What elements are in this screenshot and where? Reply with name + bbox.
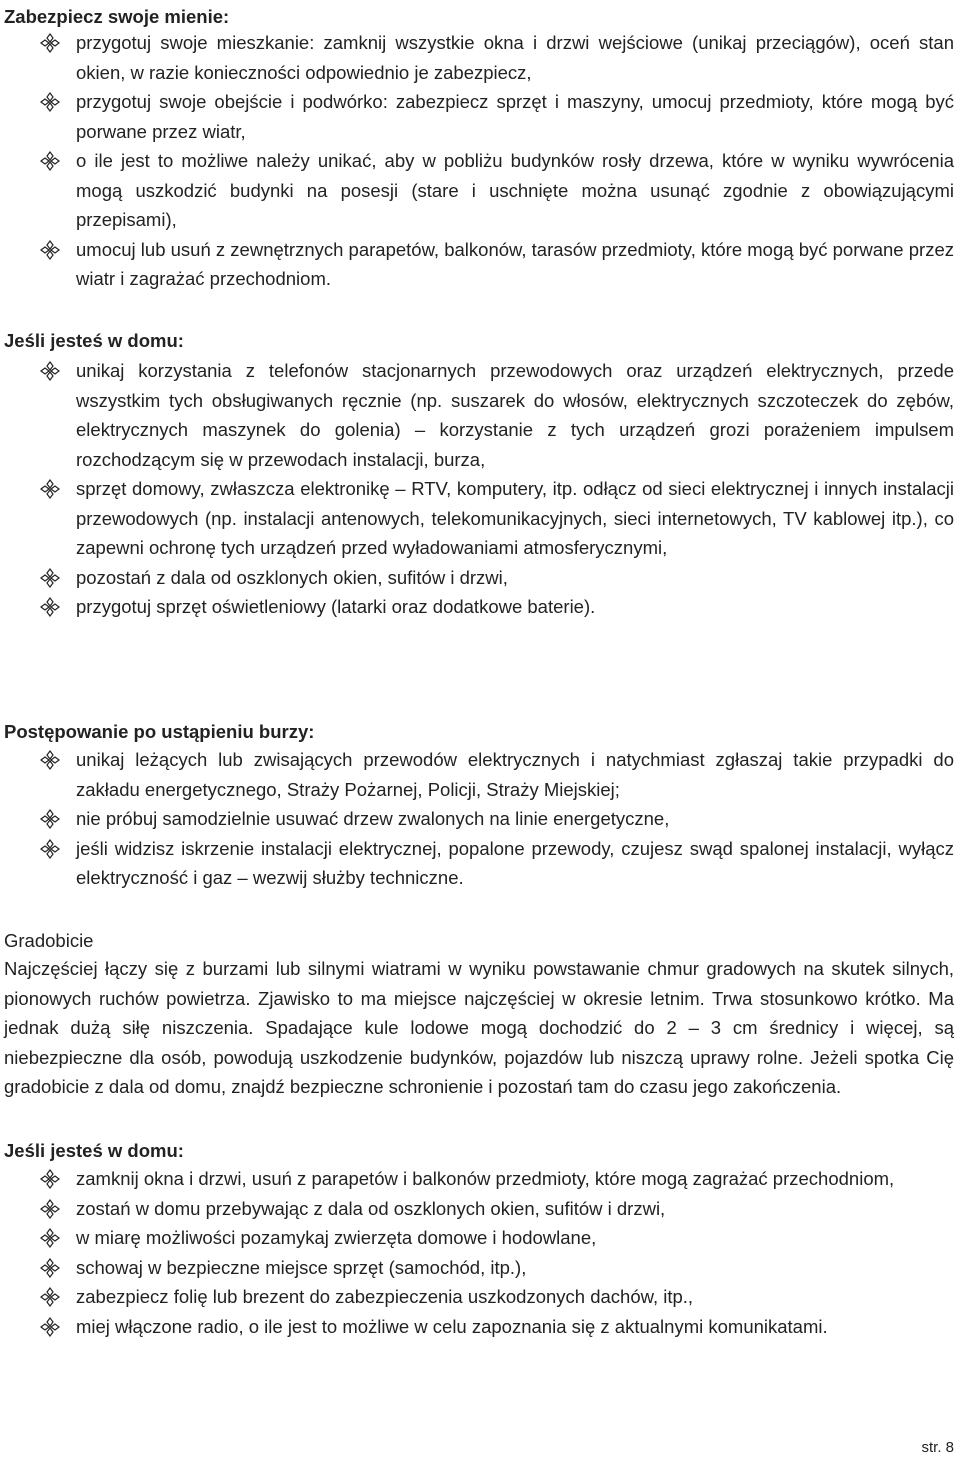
four-diamond-bullet-icon [40,567,60,587]
list-item: przygotuj swoje mieszkanie: zamknij wszystkie okna i drzwi wejściowe (unikaj przeciągów), oceń stan okien, w razie konieczności odpowiednio je zabezpiecz, [0,28,960,87]
list-item: miej włączone radio, o ile jest to możliwe w celu zapoznania się z aktualnymi komunikatami. [0,1312,960,1342]
four-diamond-bullet-icon [40,478,60,498]
four-diamond-bullet-icon [40,838,60,858]
list-at-home [0,356,960,622]
list-item: schowaj w bezpieczne miejsce sprzęt (samochód, itp.), [0,1253,960,1283]
section-heading-hail: Gradobicie [4,930,94,951]
section-heading-after-storm: Postępowanie po ustąpieniu burzy: [4,721,315,742]
list-item: sprzęt domowy, zwłaszcza elektronikę – RTV, komputery, itp. odłącz od sieci elektrycznej i innych instalacji przewodowych (np. instalacji antenowych, telekomunikacyjnych, sieci internetowych, TV kablowej itp.), co zapewni ochronę tych urządzeń przed wyładowaniami atmosferycznymi, [0,474,960,563]
list-item: przygotuj swoje obejście i podwórko: zabezpiecz sprzęt i maszyny, umocuj przedmioty, które mogą być porwane przez wiatr, [0,87,960,146]
list-item: jeśli widzisz iskrzenie instalacji elektrycznej, popalone przewody, czujesz swąd spalonej instalacji, wyłącz elektryczność i gaz – wezwij służby techniczne. [0,834,960,893]
four-diamond-bullet-icon [40,32,60,52]
list-item: zamknij okna i drzwi, usuń z parapetów i balkonów przedmioty, które mogą zagrażać przechodniom, [0,1164,960,1194]
list-item: przygotuj sprzęt oświetleniowy (latarki oraz dodatkowe baterie). [0,592,960,622]
list-after-storm [0,745,960,893]
section-heading-secure-property: Zabezpiecz swoje mienie: [4,6,230,27]
section-heading-at-home-hail: Jeśli jesteś w domu: [4,1140,184,1161]
four-diamond-bullet-icon [40,749,60,769]
list-item: zabezpiecz folię lub brezent do zabezpieczenia uszkodzonych dachów, itp., [0,1282,960,1312]
four-diamond-bullet-icon [40,1286,60,1306]
list-item: unikaj leżących lub zwisających przewodów elektrycznych i natychmiast zgłaszaj takie przypadki do zakładu energetycznego, Straży Pożarnej, Policji, Straży Miejskiej; [0,745,960,804]
four-diamond-bullet-icon [40,150,60,170]
list-secure-property [0,28,960,294]
four-diamond-bullet-icon [40,1227,60,1247]
four-diamond-bullet-icon [40,1168,60,1188]
list-item: nie próbuj samodzielnie usuwać drzew zwalonych na linie energetyczne, [0,804,960,834]
section-heading-at-home: Jeśli jesteś w domu: [4,330,184,351]
list-item: unikaj korzystania z telefonów stacjonarnych przewodowych oraz urządzeń elektrycznych, przede wszystkim tych obsługiwanych ręcznie (np. suszarek do włosów, elektrycznych szczoteczek do zębów, elektrycznych maszynek do golenia) – korzystanie z tych urządzeń grozi porażeniem impulsem rozchodzącym się w przewodach instalacji, burza, [0,356,960,474]
four-diamond-bullet-icon [40,596,60,616]
four-diamond-bullet-icon [40,1257,60,1277]
four-diamond-bullet-icon [40,1198,60,1218]
four-diamond-bullet-icon [40,91,60,111]
four-diamond-bullet-icon [40,239,60,259]
hail-paragraph: Najczęściej łączy się z burzami lub silnymi wiatrami w wyniku powstawanie chmur gradowych na skutek silnych, pionowych ruchów powietrza. Zjawisko to ma miejsce najczęściej w okresie letnim. Trwa stosunkowo krótko. Ma jednak dużą siłę niszczenia. Spadające kule lodowe mogą dochodzić do 2 – 3 cm średnicy i więcej, są niebezpieczne dla osób, powodują uszkodzenie budynków, pojazdów lub niszczą uprawy rolne. Jeżeli spotka Cię gradobicie z dala od domu, znajdź bezpieczne schronienie i pozostań tam do czasu jego zakończenia. [4,958,954,1097]
four-diamond-bullet-icon [40,360,60,380]
list-item: o ile jest to możliwe należy unikać, aby w pobliżu budynków rosły drzewa, które w wyniku wywrócenia mogą uszkodzić budynki na posesji (stare i uschnięte można usunąć zgodnie z obowiązującymi przepisami), [0,146,960,235]
list-at-home-hail [0,1164,960,1341]
page-number: str. 8 [921,1439,954,1456]
list-item: zostań w domu przebywając z dala od oszklonych okien, sufitów i drzwi, [0,1194,960,1224]
four-diamond-bullet-icon [40,1316,60,1336]
list-item: w miarę możliwości pozamykaj zwierzęta domowe i hodowlane, [0,1223,960,1253]
list-item: umocuj lub usuń z zewnętrznych parapetów, balkonów, tarasów przedmioty, które mogą być porwane przez wiatr i zagrażać przechodniom. [0,235,960,294]
list-item: pozostań z dala od oszklonych okien, sufitów i drzwi, [0,563,960,593]
four-diamond-bullet-icon [40,808,60,828]
